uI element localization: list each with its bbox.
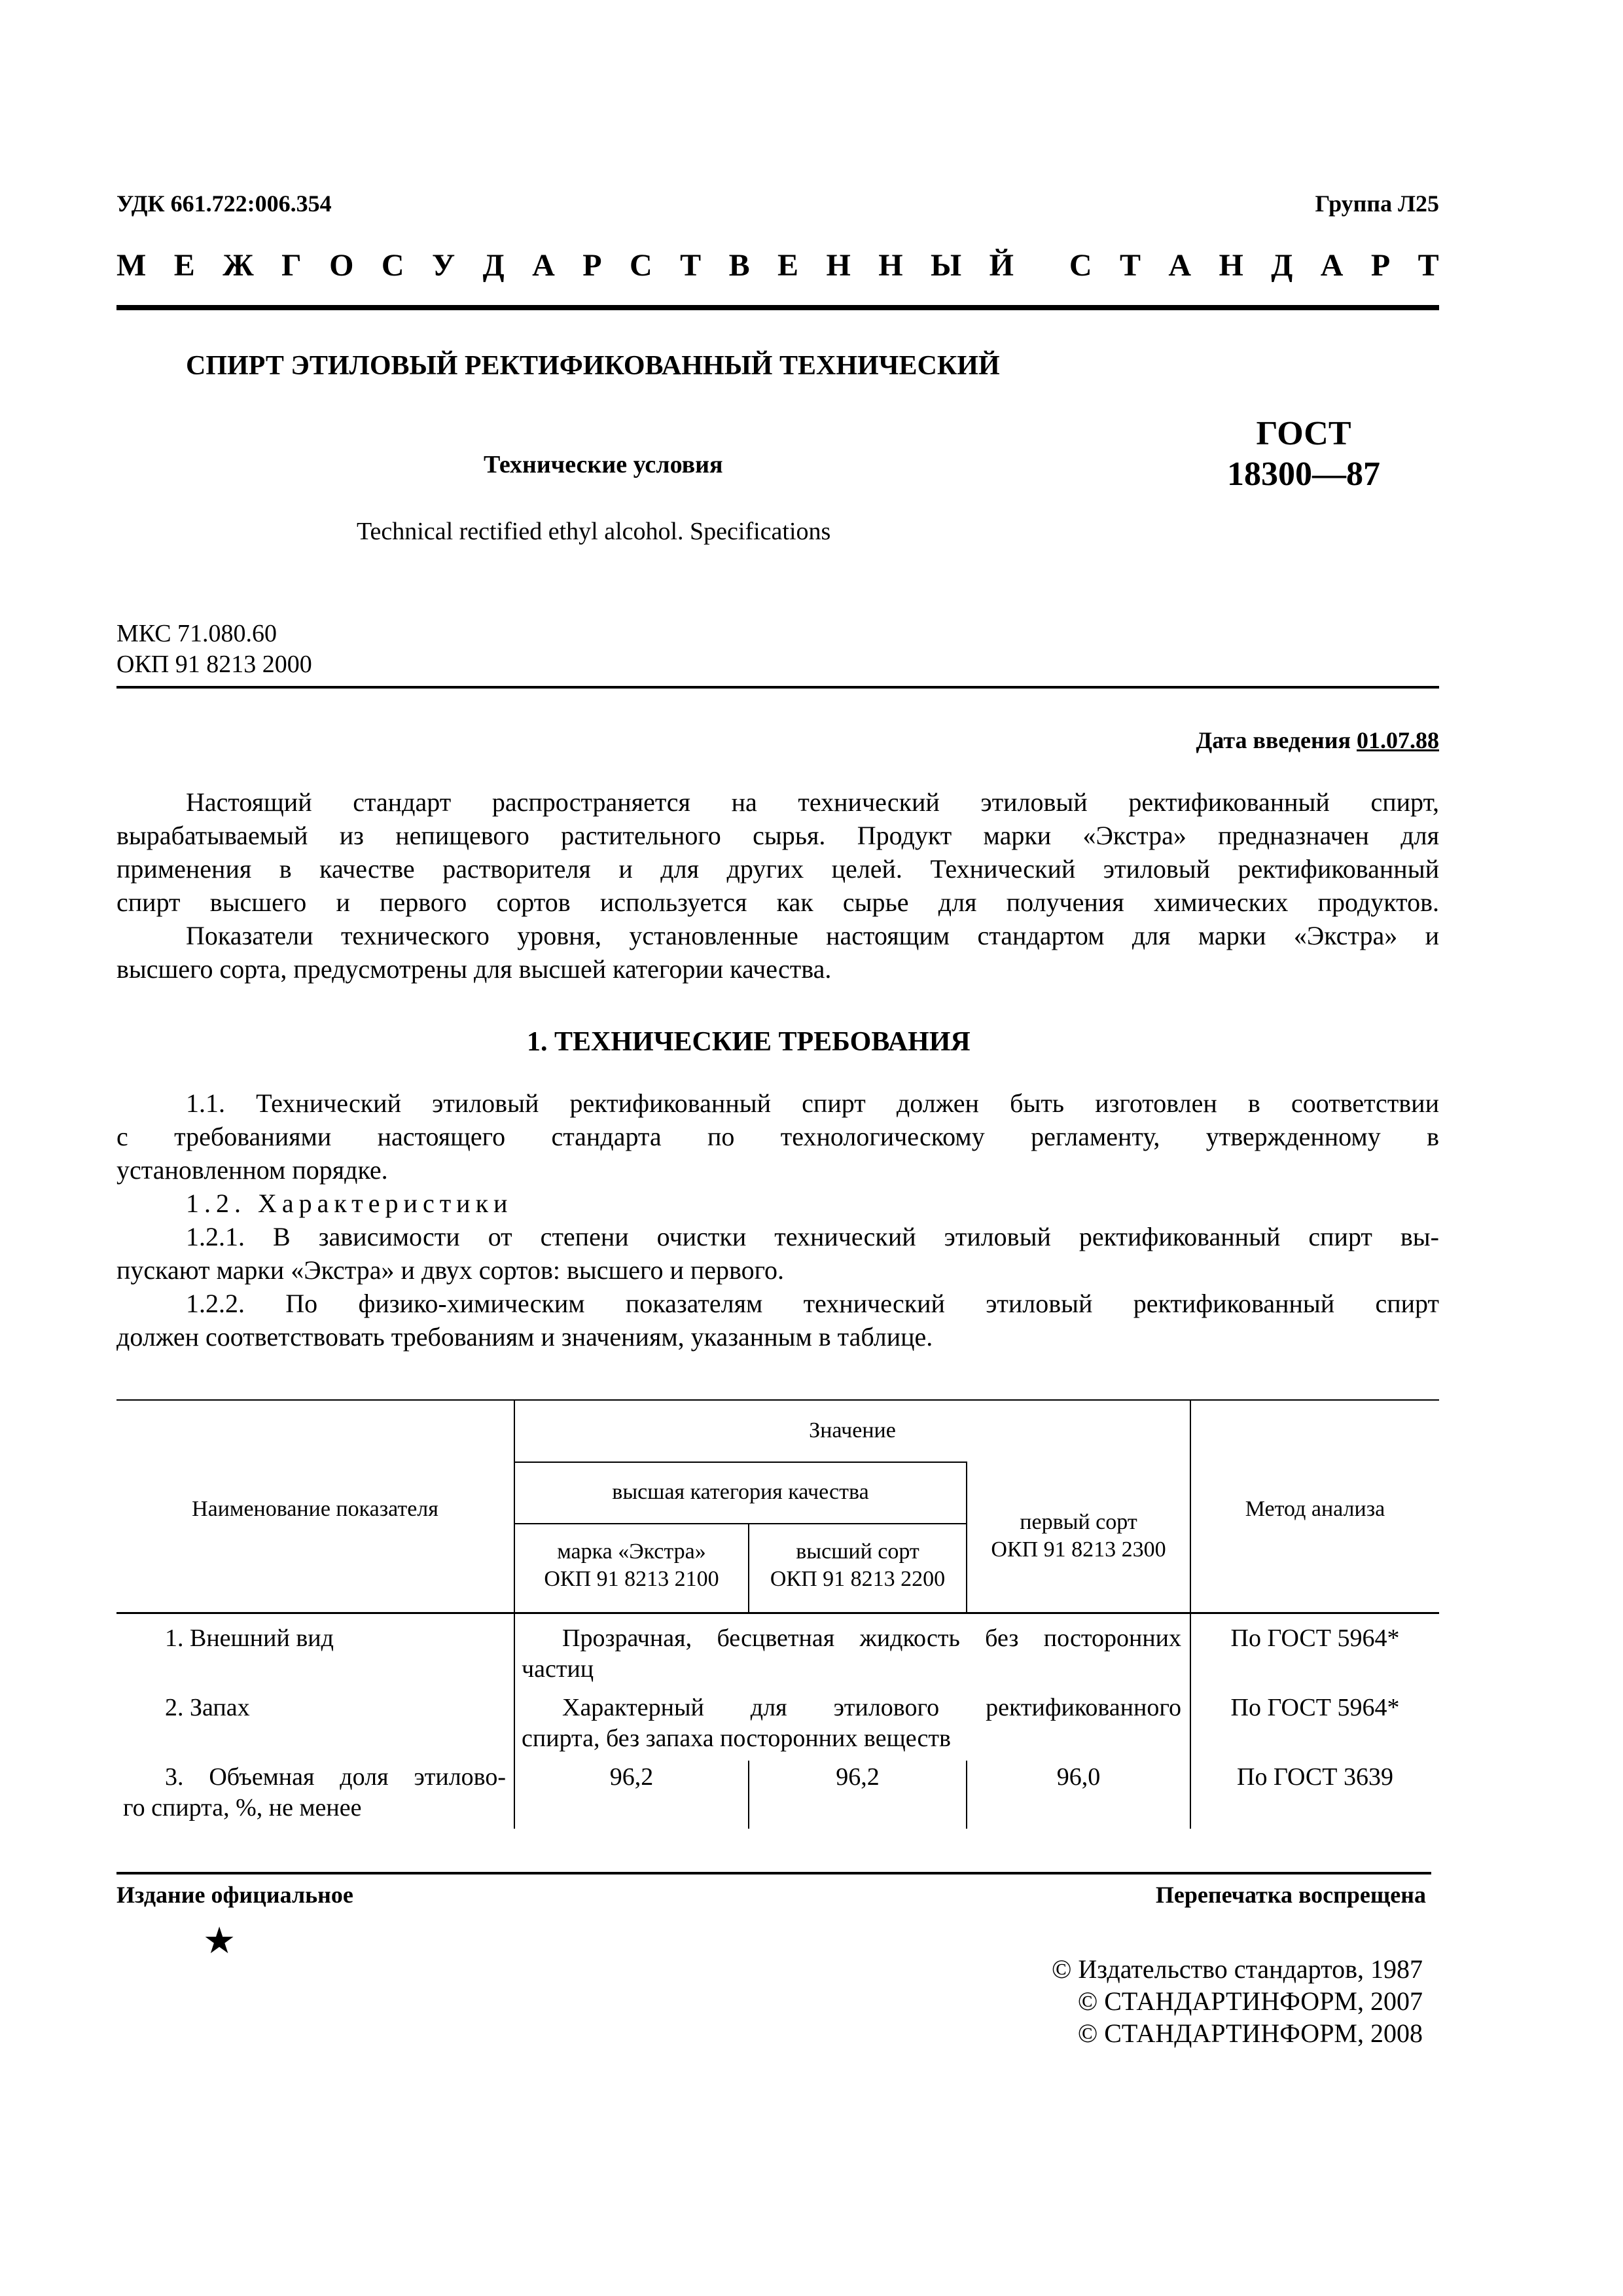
document-title: СПИРТ ЭТИЛОВЫЙ РЕКТИФИКОВАННЫЙ ТЕХНИЧЕСКИЙ (186, 351, 1000, 381)
table-row-3-value-highest: 96,2 (836, 1763, 880, 1791)
clause-1-2-1 (116, 1220, 1439, 1287)
banner-letter: С (630, 248, 652, 283)
gost-number: 18300—87 (1227, 456, 1380, 493)
banner-letter: А (1168, 248, 1192, 283)
header-rule (116, 305, 1439, 310)
standard-banner (116, 247, 1439, 283)
banner-letter: Ы (931, 248, 962, 283)
table-row-3-value-first: 96,0 (1056, 1763, 1101, 1791)
copyright-line: © СТАНДАРТИНФОРМ, 2008 (1077, 2018, 1423, 2048)
copyright-line: © СТАНДАРТИНФОРМ, 2007 (1077, 1986, 1423, 2016)
banner-letter: В (728, 248, 750, 283)
column-header-value: Значение (809, 1418, 896, 1443)
table-row-3-value-extra: 96,2 (609, 1763, 654, 1791)
header-line: ОКП 91 8213 2100 (544, 1567, 719, 1591)
intro-paragraph-2 (116, 919, 1439, 986)
text-line: с требованиями настоящего стандарта по технологическому регламенту, утвержденному в (116, 1122, 1439, 1151)
introduction-date (1196, 726, 1440, 754)
banner-letter: Р (582, 248, 602, 283)
copyright-line: © Издательство стандартов, 1987 (1051, 1954, 1423, 1984)
column-header-method: Метод анализа (1245, 1497, 1385, 1521)
text-line: высшего сорта, предусмотрены для высшей категории качества. (116, 954, 832, 984)
text-line: спирт высшего и первого сортов используется как сырье для получения химических продуктов. (116, 888, 1439, 917)
cell-line: 3. Объемная доля этилово- (165, 1763, 506, 1791)
text-line: должен соответствовать требованиям и значениям, указанным в таблице. (116, 1322, 933, 1352)
okp-code: ОКП 91 8213 2000 (116, 651, 312, 678)
banner-letter: Г (281, 248, 302, 283)
cell-line: частиц (522, 1655, 594, 1683)
banner-letter: Т (1418, 248, 1439, 283)
text-line: установленном порядке. (116, 1155, 388, 1185)
table-row-1-method: По ГОСТ 5964* (1230, 1624, 1400, 1652)
table-row-3-name (123, 1762, 506, 1823)
banner-letter: О (329, 248, 354, 283)
table-row-1-value (522, 1623, 1181, 1685)
gost-designation (1192, 414, 1415, 495)
banner-letter: Й (989, 248, 1014, 283)
section-title: 1. ТЕХНИЧЕСКИЕ ТРЕБОВАНИЯ (527, 1027, 971, 1057)
text-line: 1.2. Характеристики (186, 1189, 513, 1218)
footer-rule (116, 1872, 1431, 1874)
clause-1-2-2 (116, 1287, 1439, 1354)
table-row-2-method: По ГОСТ 5964* (1230, 1694, 1400, 1721)
banner-letter: А (532, 248, 555, 283)
text-line: 1.2.2. По физико-химическим показателям технический этиловый ректификованный спирт (186, 1289, 1439, 1318)
header-line: ОКП 91 8213 2200 (770, 1567, 946, 1591)
udk-code: УДК 661.722:006.354 (116, 190, 332, 217)
header-line: марка «Экстра» (557, 1539, 706, 1564)
date-label: Дата введения (1196, 727, 1357, 753)
intro-paragraph-1 (116, 785, 1439, 919)
classification-codes (116, 619, 312, 680)
banner-letter: Р (1370, 248, 1391, 283)
banner-letter: У (431, 248, 455, 283)
clause-1-2 (116, 1187, 1439, 1220)
table-row-3-method: По ГОСТ 3639 (1237, 1763, 1393, 1791)
banner-letter: Е (173, 248, 195, 283)
banner-letter: Д (482, 248, 505, 283)
reprint-prohibited-label: Перепечатка воспрещена (1155, 1882, 1426, 1908)
text-line: 1.2.1. В зависимости от степени очистки технический этиловый ректификованный спирт вы- (186, 1222, 1439, 1251)
banner-letter: Е (777, 248, 799, 283)
column-header-highest (749, 1538, 966, 1593)
column-header-name: Наименование показателя (192, 1497, 438, 1521)
official-edition-label: Издание официальное (116, 1882, 353, 1908)
banner-letter: Н (826, 248, 851, 283)
gost-label: ГОСТ (1256, 415, 1351, 452)
date-value: 01.07.88 (1357, 727, 1439, 753)
banner-letter: Т (1119, 248, 1141, 283)
cell-line: го спирта, %, не менее (123, 1794, 362, 1821)
text-line: 1.1. Технический этиловый ректификованный спирт должен быть изготовлен в соответствии (186, 1088, 1439, 1118)
column-header-extra (515, 1538, 748, 1593)
table-rule (116, 1399, 1439, 1401)
text-line: Настоящий стандарт распространяется на технический этиловый ректификованный спирт, (186, 787, 1439, 817)
header-line: высший сорт (796, 1539, 919, 1564)
banner-letter: Н (878, 248, 903, 283)
text-line: применения в качестве растворителя и для других целей. Технический этиловый ректификованный (116, 854, 1439, 884)
table-rule (514, 1462, 967, 1463)
header-line: первый сорт (1020, 1510, 1137, 1534)
banner-letter: Т (680, 248, 702, 283)
clause-1-1 (116, 1086, 1439, 1187)
banner-letter: С (1069, 248, 1092, 283)
banner-letter: Н (1219, 248, 1243, 283)
column-header-first (967, 1509, 1190, 1564)
text-line: пускают марки «Экстра» и двух сортов: высшего и первого. (116, 1255, 785, 1285)
banner-letter: М (116, 248, 147, 283)
star-icon: ★ (203, 1921, 236, 1962)
banner-letter: А (1320, 248, 1344, 283)
banner-letter: С (381, 248, 404, 283)
table-row-1-name: 1. Внешний вид (165, 1624, 334, 1652)
cell-line: Прозрачная, бесцветная жидкость без посторонних (562, 1624, 1181, 1652)
text-line: вырабатываемый из непищевого растительного сырья. Продукт марки «Экстра» предназначен для (116, 821, 1439, 850)
banner-letter: Ж (223, 248, 254, 283)
table-rule (514, 1523, 967, 1524)
mks-code: МКС 71.080.60 (116, 620, 277, 647)
text-line: Показатели технического уровня, установленные настоящим стандартом для марки «Экстра» и (186, 921, 1439, 950)
english-title: Technical rectified ethyl alcohol. Specifications (357, 518, 831, 545)
document-subtitle: Технические условия (484, 451, 723, 478)
column-header-top-category: высшая категория качества (612, 1480, 869, 1504)
cell-line: спирта, без запаха посторонних веществ (522, 1725, 951, 1752)
group-code: Группа Л25 (1315, 190, 1439, 217)
header-line: ОКП 91 8213 2300 (991, 1537, 1166, 1562)
cell-line: Характерный для этилового ректификованного (562, 1694, 1181, 1721)
table-row-2-value (522, 1693, 1181, 1754)
copyright-block (1052, 1953, 1423, 2049)
table-row-2-name: 2. Запах (165, 1694, 250, 1721)
banner-letter: Д (1271, 248, 1293, 283)
table-rule (116, 1612, 1439, 1614)
codes-rule (116, 686, 1439, 689)
